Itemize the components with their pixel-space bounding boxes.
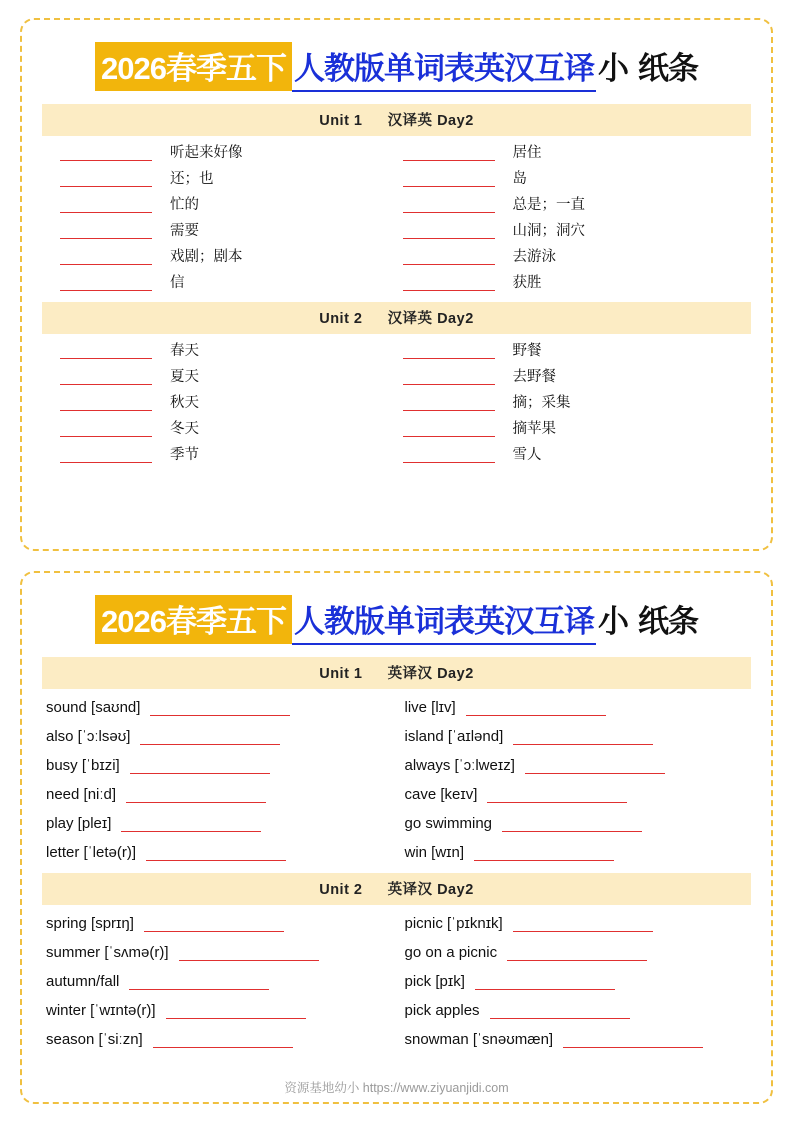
title-suffix-1: 小 xyxy=(597,604,628,639)
prompt-text: island [ˈaɪlənd] xyxy=(404,728,504,745)
table-row xyxy=(42,244,751,270)
prompt-text: need [niːd] xyxy=(46,786,117,803)
prompt-text: 总是；一直 xyxy=(512,197,585,213)
prompt-text: 摘苹果 xyxy=(512,421,556,437)
entry-cell[interactable] xyxy=(397,938,752,967)
entry-cell[interactable] xyxy=(397,364,752,390)
entry-cell[interactable] xyxy=(42,809,397,838)
unit-header-2-unit: Unit 2 xyxy=(319,311,363,327)
answer-blank[interactable] xyxy=(60,397,152,411)
unit-header-4-unit: Unit 2 xyxy=(319,882,363,898)
entry-cell[interactable] xyxy=(42,693,397,722)
table-row xyxy=(42,909,751,938)
answer-blank[interactable] xyxy=(126,790,266,803)
prompt-text: 去野餐 xyxy=(512,369,556,385)
unit-header-3-unit: Unit 1 xyxy=(319,666,363,682)
entry-cell[interactable] xyxy=(397,270,752,296)
prompt-text: 山洞；洞穴 xyxy=(512,223,585,239)
entry-cell[interactable] xyxy=(397,967,752,996)
entry-cell[interactable] xyxy=(42,218,397,244)
answer-blank[interactable] xyxy=(513,732,653,745)
table-row xyxy=(42,967,751,996)
answer-blank[interactable] xyxy=(121,819,261,832)
table-row xyxy=(42,218,751,244)
unit-header-3-mode: 英译汉 Day2 xyxy=(387,666,474,682)
title-main: 人教版单词表英汉互译 xyxy=(292,596,596,645)
entry-cell[interactable] xyxy=(42,967,397,996)
entry-cell[interactable] xyxy=(42,751,397,780)
title-suffix-1: 小 xyxy=(597,51,628,86)
prompt-text: 野餐 xyxy=(512,343,542,359)
prompt-text: 需要 xyxy=(170,223,199,239)
table-row xyxy=(42,809,751,838)
entry-cell[interactable] xyxy=(42,780,397,809)
entry-cell[interactable] xyxy=(397,140,752,166)
entry-cell[interactable] xyxy=(397,442,752,468)
unit-header-2-mode: 汉译英 Day2 xyxy=(387,311,474,327)
prompt-text: 岛 xyxy=(512,171,527,187)
answer-blank[interactable] xyxy=(563,1035,703,1048)
entry-cell[interactable] xyxy=(42,442,397,468)
prompt-text: cave [keɪv] xyxy=(404,786,478,803)
prompt-text: 摘；采集 xyxy=(512,395,571,411)
table-row xyxy=(42,838,751,867)
prompt-text: win [wɪn] xyxy=(404,844,465,861)
entry-cell[interactable] xyxy=(42,364,397,390)
prompt-text: pick [pɪk] xyxy=(404,973,465,990)
prompt-text: 忙的 xyxy=(170,197,199,213)
answer-blank[interactable] xyxy=(150,703,290,716)
title-highlight: 2026春季五下 xyxy=(95,42,292,91)
prompt-text: 去游泳 xyxy=(512,249,556,265)
prompt-text: go on a picnic xyxy=(404,944,498,961)
prompt-text: picnic [ˈpɪknɪk] xyxy=(404,915,503,932)
table-row xyxy=(42,693,751,722)
section-4-rows xyxy=(42,909,751,1054)
watermark: 资源基地幼小 https://www.ziyuanjidi.com xyxy=(284,1081,509,1095)
answer-blank[interactable] xyxy=(179,948,319,961)
table-row xyxy=(42,390,751,416)
page-title xyxy=(42,42,751,92)
table-row xyxy=(42,166,751,192)
prompt-text: 获胜 xyxy=(512,275,542,291)
table-row xyxy=(42,722,751,751)
unit-header-2 xyxy=(42,302,751,334)
prompt-text: 春天 xyxy=(170,343,199,359)
prompt-text: letter [ˈletə(r)] xyxy=(46,844,137,861)
title-suffix-2: 纸条 xyxy=(637,604,698,639)
entry-cell[interactable] xyxy=(397,1025,752,1054)
answer-blank[interactable] xyxy=(60,173,152,187)
answer-blank[interactable] xyxy=(60,225,152,239)
answer-blank[interactable] xyxy=(166,1006,306,1019)
answer-blank[interactable] xyxy=(490,1006,630,1019)
unit-header-1-mode: 汉译英 Day2 xyxy=(387,113,474,129)
answer-blank[interactable] xyxy=(507,948,647,961)
answer-blank[interactable] xyxy=(60,449,152,463)
entry-cell[interactable] xyxy=(42,390,397,416)
entry-cell[interactable] xyxy=(397,416,752,442)
entry-cell[interactable] xyxy=(397,751,752,780)
entry-cell[interactable] xyxy=(42,938,397,967)
entry-cell[interactable] xyxy=(397,996,752,1025)
table-row xyxy=(42,140,751,166)
entry-cell[interactable] xyxy=(397,390,752,416)
prompt-text: 冬天 xyxy=(170,421,199,437)
entry-cell[interactable] xyxy=(42,338,397,364)
answer-blank[interactable] xyxy=(60,147,152,161)
answer-blank[interactable] xyxy=(60,277,152,291)
entry-cell[interactable] xyxy=(397,218,752,244)
title-suffix-2: 纸条 xyxy=(637,51,698,86)
answer-blank[interactable] xyxy=(403,423,495,437)
answer-blank[interactable] xyxy=(146,848,286,861)
entry-cell[interactable] xyxy=(42,416,397,442)
prompt-text: 还；也 xyxy=(170,171,214,187)
prompt-text: 秋天 xyxy=(170,395,199,411)
answer-blank[interactable] xyxy=(403,277,495,291)
prompt-text: busy [ˈbɪzi] xyxy=(46,757,120,774)
answer-blank[interactable] xyxy=(487,790,627,803)
unit-header-4-mode: 英译汉 Day2 xyxy=(387,882,474,898)
entry-cell[interactable] xyxy=(42,192,397,218)
answer-blank[interactable] xyxy=(60,199,152,213)
answer-blank[interactable] xyxy=(140,732,280,745)
answer-blank[interactable] xyxy=(474,848,614,861)
table-row xyxy=(42,416,751,442)
answer-blank[interactable] xyxy=(129,977,269,990)
prompt-text: winter [ˈwɪntə(r)] xyxy=(46,1002,156,1019)
answer-blank[interactable] xyxy=(513,919,653,932)
table-row xyxy=(42,442,751,468)
answer-blank[interactable] xyxy=(403,449,495,463)
answer-blank[interactable] xyxy=(403,345,495,359)
entry-cell[interactable] xyxy=(397,809,752,838)
answer-blank[interactable] xyxy=(502,819,642,832)
table-row xyxy=(42,364,751,390)
section-1-rows xyxy=(42,140,751,296)
prompt-text: snowman [ˈsnəʊmæn] xyxy=(404,1031,554,1048)
entry-cell[interactable] xyxy=(42,722,397,751)
answer-blank[interactable] xyxy=(403,371,495,385)
prompt-text: pick apples xyxy=(404,1002,480,1019)
answer-blank[interactable] xyxy=(60,423,152,437)
entry-cell[interactable] xyxy=(42,140,397,166)
prompt-text: 信 xyxy=(170,275,185,291)
answer-blank[interactable] xyxy=(403,199,495,213)
answer-blank[interactable] xyxy=(403,147,495,161)
title-highlight: 2026春季五下 xyxy=(95,595,292,644)
entry-cell[interactable] xyxy=(397,338,752,364)
prompt-text: 居住 xyxy=(512,145,542,161)
unit-header-1-unit: Unit 1 xyxy=(319,113,363,129)
answer-blank[interactable] xyxy=(403,251,495,265)
prompt-text: sound [saʊnd] xyxy=(46,699,141,716)
entry-cell[interactable] xyxy=(42,996,397,1025)
prompt-text: 听起来好像 xyxy=(170,145,243,161)
title-main: 人教版单词表英汉互译 xyxy=(292,43,596,92)
section-3-rows xyxy=(42,693,751,867)
prompt-text: play [pleɪ] xyxy=(46,815,112,832)
table-row xyxy=(42,996,751,1025)
answer-blank[interactable] xyxy=(144,919,284,932)
answer-blank[interactable] xyxy=(403,225,495,239)
answer-blank[interactable] xyxy=(403,173,495,187)
prompt-text: go swimming xyxy=(404,815,493,832)
entry-cell[interactable] xyxy=(42,838,397,867)
answer-blank[interactable] xyxy=(60,371,152,385)
entry-cell[interactable] xyxy=(397,780,752,809)
section-2-rows xyxy=(42,338,751,468)
table-row xyxy=(42,938,751,967)
prompt-text: 雪人 xyxy=(512,447,542,463)
prompt-text: 戏剧；剧本 xyxy=(170,249,243,265)
table-row xyxy=(42,751,751,780)
prompt-text: spring [sprɪŋ] xyxy=(46,915,134,932)
entry-cell[interactable] xyxy=(397,722,752,751)
page-title-2 xyxy=(42,595,751,645)
entry-cell[interactable] xyxy=(42,166,397,192)
card-en-to-cn xyxy=(20,571,773,1104)
unit-header-1 xyxy=(42,104,751,136)
prompt-text: also [ˈɔːlsəʊ] xyxy=(46,728,131,745)
entry-cell[interactable] xyxy=(397,166,752,192)
entry-cell[interactable] xyxy=(42,1025,397,1054)
prompt-text: live [lɪv] xyxy=(404,699,456,716)
prompt-text: 季节 xyxy=(170,447,199,463)
prompt-text: summer [ˈsʌmə(r)] xyxy=(46,944,169,961)
entry-cell[interactable] xyxy=(397,244,752,270)
answer-blank[interactable] xyxy=(475,977,615,990)
entry-cell[interactable] xyxy=(42,909,397,938)
table-row xyxy=(42,192,751,218)
answer-blank[interactable] xyxy=(60,251,152,265)
table-row xyxy=(42,780,751,809)
table-row xyxy=(42,1025,751,1054)
answer-blank[interactable] xyxy=(466,703,606,716)
entry-cell[interactable] xyxy=(42,270,397,296)
table-row xyxy=(42,338,751,364)
unit-header-4 xyxy=(42,873,751,905)
entry-cell[interactable] xyxy=(397,693,752,722)
answer-blank[interactable] xyxy=(403,397,495,411)
entry-cell[interactable] xyxy=(397,192,752,218)
answer-blank[interactable] xyxy=(60,345,152,359)
unit-header-3 xyxy=(42,657,751,689)
prompt-text: autumn/fall xyxy=(46,973,120,990)
entry-cell[interactable] xyxy=(397,838,752,867)
card-cn-to-en xyxy=(20,18,773,551)
entry-cell[interactable] xyxy=(397,909,752,938)
answer-blank[interactable] xyxy=(153,1035,293,1048)
entry-cell[interactable] xyxy=(42,244,397,270)
table-row xyxy=(42,270,751,296)
prompt-text: season [ˈsiːzn] xyxy=(46,1031,143,1048)
answer-blank[interactable] xyxy=(130,761,270,774)
prompt-text: always [ˈɔːlweɪz] xyxy=(404,757,515,774)
answer-blank[interactable] xyxy=(525,761,665,774)
prompt-text: 夏天 xyxy=(170,369,199,385)
